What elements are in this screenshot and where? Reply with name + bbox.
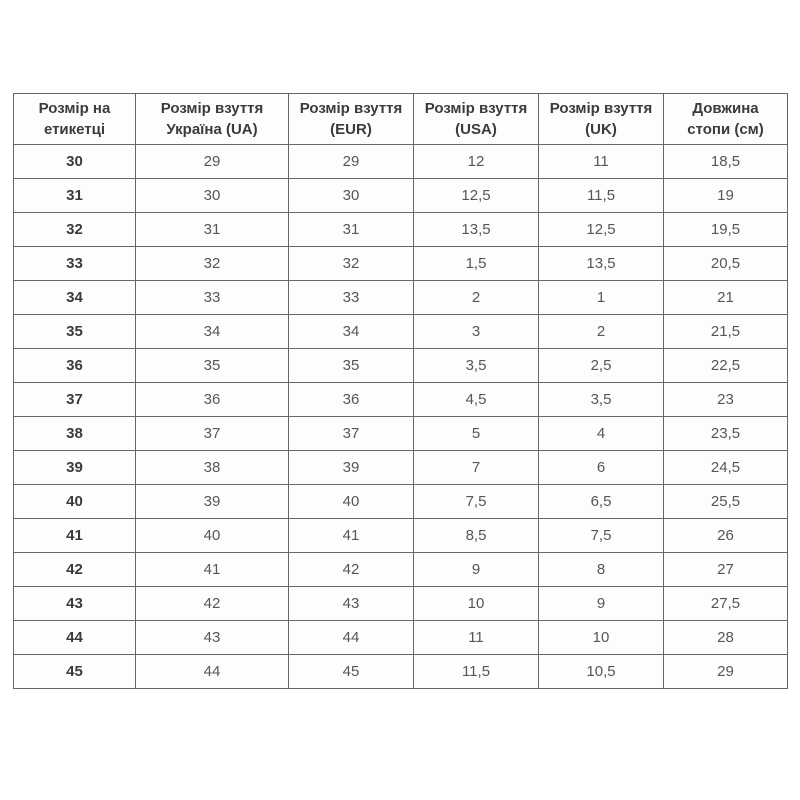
header-foot-length-cm: Довжина стопи (см) [664,94,788,145]
shoe-size-table [13,93,788,689]
table-cell: 6 [539,451,664,485]
table-cell: 32 [136,247,289,281]
header-size-ua: Розмір взуття Україна (UA) [136,94,289,145]
table-cell: 29 [289,145,414,179]
table-cell: 12 [414,145,539,179]
table-cell: 43 [289,587,414,621]
table-cell: 18,5 [664,145,788,179]
header-size-uk: Розмір взуття (UK) [539,94,664,145]
table-cell: 2 [414,281,539,315]
table-row [14,213,788,247]
table-cell: 33 [289,281,414,315]
table-row [14,179,788,213]
header-row [14,94,788,145]
table-cell: 38 [136,451,289,485]
table-cell: 8,5 [414,519,539,553]
header-size-usa: Розмір взуття (USA) [414,94,539,145]
table-cell: 24,5 [664,451,788,485]
table-row [14,247,788,281]
table-cell: 31 [289,213,414,247]
size-label-cell: 38 [14,417,136,451]
table-row [14,383,788,417]
table-cell: 23 [664,383,788,417]
size-label-cell: 41 [14,519,136,553]
table-cell: 35 [136,349,289,383]
table-cell: 40 [289,485,414,519]
table-cell: 3,5 [414,349,539,383]
size-label-cell: 42 [14,553,136,587]
table-cell: 7,5 [414,485,539,519]
table-cell: 19 [664,179,788,213]
table-cell: 34 [289,315,414,349]
table-cell: 36 [289,383,414,417]
table-cell: 3,5 [539,383,664,417]
size-label-cell: 31 [14,179,136,213]
table-cell: 43 [136,621,289,655]
table-cell: 10,5 [539,655,664,689]
table-row [14,553,788,587]
table-row [14,281,788,315]
table-cell: 1 [539,281,664,315]
table-cell: 30 [136,179,289,213]
table-cell: 41 [289,519,414,553]
table-cell: 7 [414,451,539,485]
table-cell: 4 [539,417,664,451]
table-cell: 20,5 [664,247,788,281]
size-label-cell: 44 [14,621,136,655]
table-cell: 11,5 [539,179,664,213]
table-cell: 19,5 [664,213,788,247]
table-row [14,485,788,519]
table-cell: 42 [289,553,414,587]
size-label-cell: 39 [14,451,136,485]
table-cell: 7,5 [539,519,664,553]
size-label-cell: 40 [14,485,136,519]
header-size-eur: Розмір взуття (EUR) [289,94,414,145]
table-cell: 41 [136,553,289,587]
table-cell: 10 [414,587,539,621]
table-cell: 34 [136,315,289,349]
table-cell: 39 [136,485,289,519]
table-cell: 13,5 [539,247,664,281]
table-cell: 11 [414,621,539,655]
size-label-cell: 34 [14,281,136,315]
size-label-cell: 32 [14,213,136,247]
table-row [14,349,788,383]
table-cell: 32 [289,247,414,281]
table-cell: 39 [289,451,414,485]
table-cell: 33 [136,281,289,315]
table-cell: 22,5 [664,349,788,383]
table-cell: 11 [539,145,664,179]
table-cell: 2 [539,315,664,349]
table-cell: 11,5 [414,655,539,689]
size-label-cell: 33 [14,247,136,281]
table-cell: 30 [289,179,414,213]
table-cell: 37 [289,417,414,451]
table-cell: 31 [136,213,289,247]
size-label-cell: 36 [14,349,136,383]
table-cell: 25,5 [664,485,788,519]
table-cell: 21 [664,281,788,315]
table-row [14,519,788,553]
table-cell: 8 [539,553,664,587]
table-cell: 45 [289,655,414,689]
table-cell: 12,5 [539,213,664,247]
size-label-cell: 35 [14,315,136,349]
table-cell: 28 [664,621,788,655]
table-cell: 3 [414,315,539,349]
table-cell: 23,5 [664,417,788,451]
shoe-size-table-container [13,93,788,689]
table-cell: 36 [136,383,289,417]
table-cell: 2,5 [539,349,664,383]
table-cell: 37 [136,417,289,451]
table-cell: 44 [289,621,414,655]
table-cell: 29 [664,655,788,689]
header-size-on-label: Розмір на етикетці [14,94,136,145]
table-cell: 12,5 [414,179,539,213]
table-cell: 4,5 [414,383,539,417]
table-row [14,451,788,485]
size-label-cell: 30 [14,145,136,179]
table-cell: 9 [539,587,664,621]
table-row [14,417,788,451]
table-cell: 29 [136,145,289,179]
table-cell: 1,5 [414,247,539,281]
size-label-cell: 37 [14,383,136,417]
table-cell: 35 [289,349,414,383]
table-cell: 6,5 [539,485,664,519]
table-cell: 5 [414,417,539,451]
size-label-cell: 45 [14,655,136,689]
table-cell: 9 [414,553,539,587]
table-cell: 40 [136,519,289,553]
table-cell: 13,5 [414,213,539,247]
table-cell: 44 [136,655,289,689]
table-header [14,94,788,145]
table-row [14,315,788,349]
table-cell: 27 [664,553,788,587]
table-row [14,655,788,689]
table-body [14,145,788,689]
table-row [14,587,788,621]
size-label-cell: 43 [14,587,136,621]
table-row [14,145,788,179]
table-cell: 21,5 [664,315,788,349]
table-cell: 27,5 [664,587,788,621]
table-cell: 10 [539,621,664,655]
table-cell: 26 [664,519,788,553]
table-row [14,621,788,655]
table-cell: 42 [136,587,289,621]
